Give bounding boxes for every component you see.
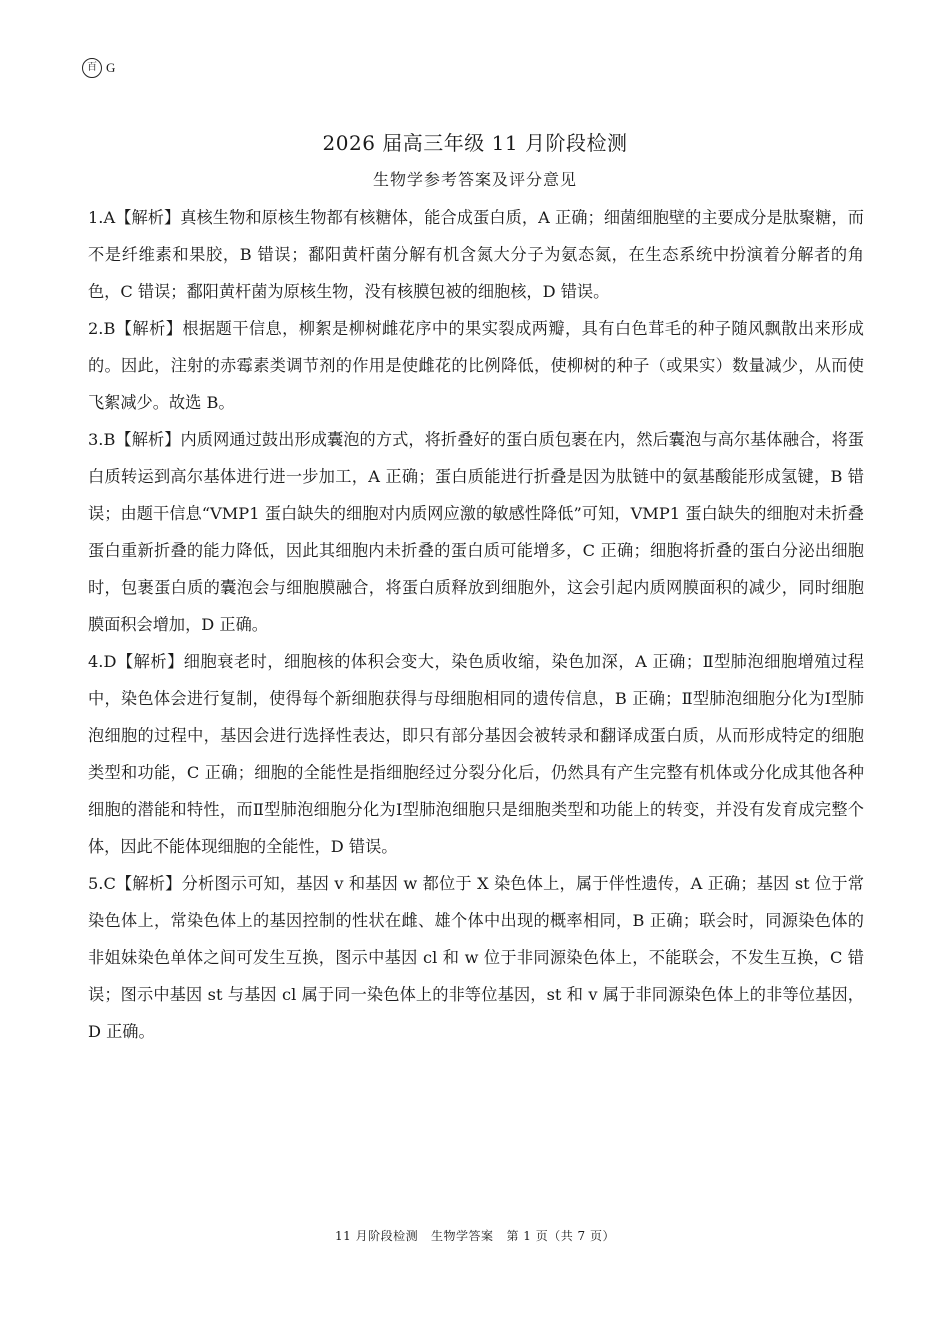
answer-4: 4.D【解析】细胞衰老时，细胞核的体积会变大，染色质收缩，染色加深，A 正确；Ⅱ型肺泡细胞增殖过程中，染色体会进行复制，使得每个新细胞获得与母细胞相同的遗传信息，B 正确；Ⅱ型肺泡细胞分化为Ⅰ型肺泡细胞的过程中，基因会进行选择性表达，即只有部分基因会被转录和翻译成蛋白质，从而形成特定的细胞类型和功能，C 正确；细胞的全能性是指细胞经过分裂分化后，仍然具有产生完整有机体或分化成其他各种细胞的潜能和特性，而Ⅱ型肺泡细胞分化为Ⅰ型肺泡细胞只是细胞类型和功能上的转变，并没有发育成完整个体，因此不能体现细胞的全能性，D 错误。	[88, 652, 864, 856]
page-subtitle: 生物学参考答案及评分意见	[372, 170, 577, 189]
answer-list	[88, 199, 864, 1050]
page-footer: 11 月阶段检测 生物学答案 第 1 页（共 7 页）	[335, 1229, 615, 1243]
exam-code-letter: G	[106, 60, 116, 75]
answer-5: 5.C【解析】分析图示可知，基因 v 和基因 w 都位于 X 染色体上，属于伴性遗传，A 正确；基因 st 位于常染色体上，常染色体上的基因控制的性状在雌、雄个体中出现的概率相同，B 正确；联会时，同源染色体的非姐妹染色单体之间可发生互换，图示中基因 cl 和 w 位于非同源染色体上，不能联会，不发生互换，C 错误；图示中基因 st 与基因 cl 属于同一染色体上的非等位基因，st 和 v 属于非同源染色体上的非等位基因，D 正确。	[88, 874, 864, 1041]
page-title: 2026 届高三年级 11 月阶段检测	[322, 131, 628, 155]
answer-3: 3.B【解析】内质网通过鼓出形成囊泡的方式，将折叠好的蛋白质包裹在内，然后囊泡与高尔基体融合，将蛋白质转运到高尔基体进行进一步加工，A 正确；蛋白质能进行折叠是因为肽链中的氨基酸能形成氢键，B 错误；由题干信息“VMP1 蛋白缺失的细胞对内质网应激的敏感性降低”可知，VMP1 蛋白缺失的细胞对未折叠蛋白重新折叠的能力降低，因此其细胞内未折叠的蛋白质可能增多，C 正确；细胞将折叠的蛋白分泌出细胞时，包裹蛋白质的囊泡会与细胞膜融合，将蛋白质释放到细胞外，这会引起内质网膜面积的减少，同时细胞膜面积会增加，D 正确。	[88, 430, 864, 634]
answer-2: 2.B【解析】根据题干信息，柳絮是柳树雌花序中的果实裂成两瓣，具有白色茸毛的种子随风飘散出来形成的。因此，注射的赤霉素类调节剂的作用是使雌花的比例降低，使柳树的种子（或果实）数量减少，从而使飞絮减少。故选 B。	[88, 319, 864, 412]
answer-1: 1.A【解析】真核生物和原核生物都有核糖体，能合成蛋白质，A 正确；细菌细胞壁的主要成分是肽聚糖，而不是纤维素和果胶，B 错误；鄱阳黄杆菌分解有机含氮大分子为氨态氮，在生态系统中扮演着分解者的角色，C 错误；鄱阳黄杆菌为原核生物，没有核膜包被的细胞核，D 错误。	[88, 208, 864, 301]
exam-code-badge	[82, 58, 115, 78]
circled-char-icon: 百	[82, 58, 102, 78]
